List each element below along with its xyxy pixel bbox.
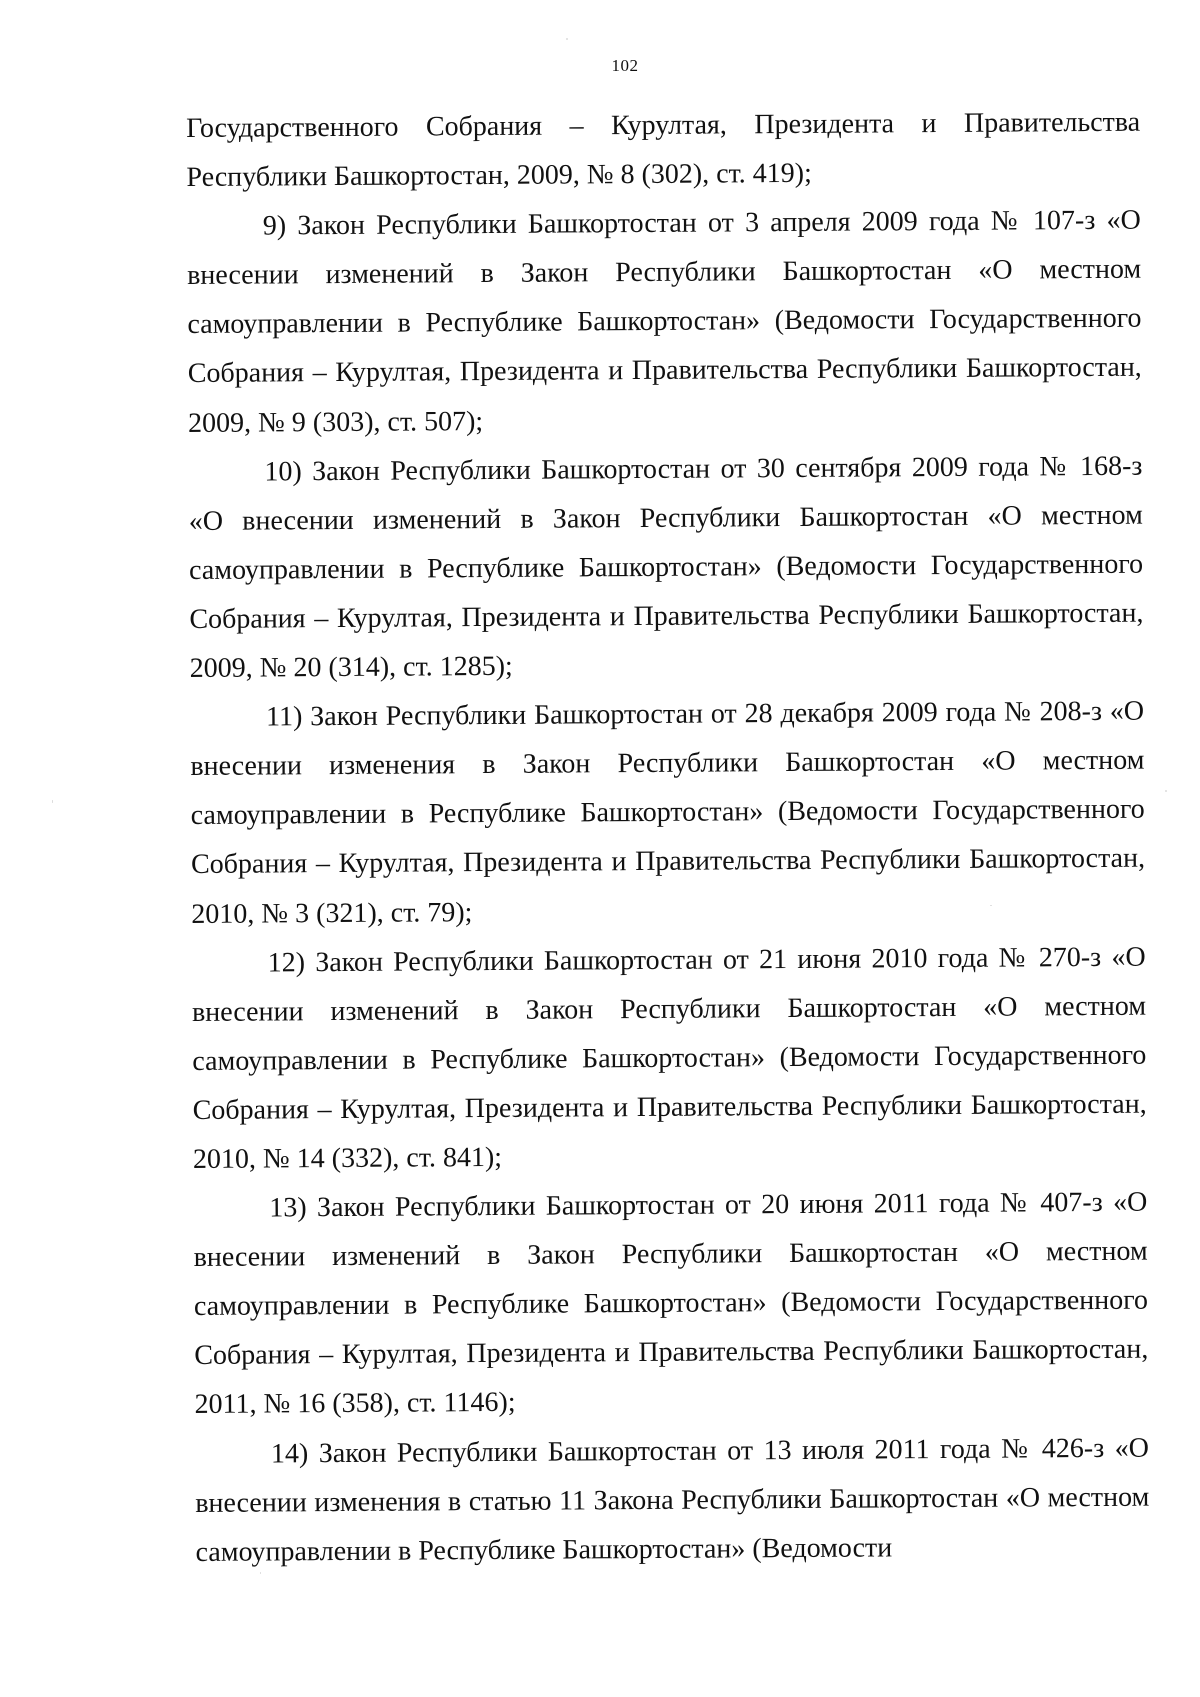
scan-speck [260, 1572, 261, 1574]
scan-speck [990, 905, 992, 906]
list-item-12: 12) Закон Республики Башкортостан от 21 июня 2010 года № 270-з «О внесении изменений в Закон Республики Башкортостан «О местном самоуправлении в Республике Башкортостан» (Ведомости Государственного Собрания – Курултая, Президента и Правительства Республики Башкортостан, 2010, № 14 (332), ст. 841); [191, 941, 1147, 1175]
list-item-10: 10) Закон Республики Башкортостан от 30 сентября 2009 года № 168-з «О внесении изменений в Закон Республики Башкортостан «О местном самоуправлении в Республике Башкортостан» (Ведомости Государственного Собрания – Курултая, Президента и Правительства Республики Башкортостан, 2009, № 20 (314), ст. 1285); [188, 450, 1144, 685]
page-number: 102 [611, 56, 639, 75]
scan-speck [566, 38, 568, 40]
paragraph-continuation: Государственного Собрания – Курултая, Президента и Правительства Республики Башкортостан, 2009, № 8 (302), ст. 419); [186, 106, 1141, 194]
document-body [186, 98, 1150, 1577]
list-item-13: 13) Закон Республики Башкортостан от 20 июня 2011 года № 407-з «О внесении изменений в Закон Республики Башкортостан «О местном самоуправлении в Республике Башкортостан» (Ведомости Государственного Собрания – Курултая, Президента и Правительства Республики Башкортостан, 2011, № 16 (358), ст. 1146); [193, 1186, 1149, 1421]
list-item-14: 14) Закон Республики Башкортостан от 13 июля 2011 года № 426-з «О внесении изменения в статью 11 Закона Республики Башкортостан «О местном самоуправлении в Республике Башкортостан» (Ведомости [195, 1432, 1150, 1568]
list-item-9: 9) Закон Республики Башкортостан от 3 апреля 2009 года № 107-з «О внесении изменений в Закон Республики Башкортостан «О местном самоуправлении в Республике Башкортостан» (Ведомости Государственного Собрания – Курултая, Президента и Правительства Республики Башкортостан, 2009, № 9 (303), ст. 507); [187, 204, 1142, 439]
list-item-11: 11) Закон Республики Башкортостан от 28 декабря 2009 года № 208-з «О внесении изменения в Закон Республики Башкортостан «О местном самоуправлении в Республике Башкортостан» (Ведомости Государственного Собрания – Курултая, Президента и Правительства Республики Башкортостан, 2010, № 3 (321), ст. 79); [190, 695, 1146, 930]
scan-speck [52, 800, 53, 803]
scan-speck [1165, 790, 1167, 792]
